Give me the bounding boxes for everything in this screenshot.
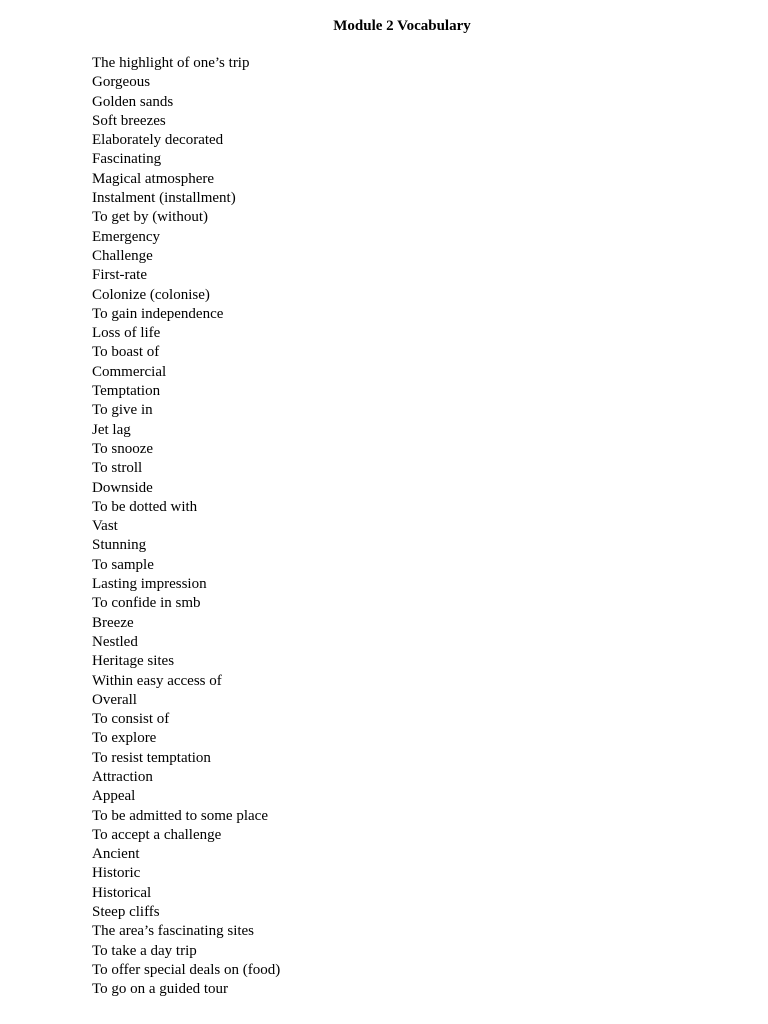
vocabulary-item: Vast	[92, 518, 118, 535]
vocabulary-item: Gorgeous	[92, 74, 151, 91]
vocabulary-item: To stroll	[92, 460, 143, 477]
vocabulary-item: Overall	[92, 691, 137, 708]
vocabulary-item: Emergency	[92, 228, 161, 245]
vocabulary-item: Commercial	[92, 363, 167, 380]
vocabulary-item: Lasting impression	[92, 576, 207, 593]
vocabulary-item: Heritage sites	[92, 653, 175, 670]
vocabulary-item: First-rate	[92, 267, 147, 284]
vocabulary-item: Fascinating	[92, 151, 162, 168]
vocabulary-item: To accept a challenge	[92, 826, 222, 843]
vocabulary-item: To gain independence	[92, 305, 224, 322]
vocabulary-item: Challenge	[92, 247, 153, 264]
vocabulary-item: Jet lag	[92, 421, 131, 438]
vocabulary-item: To confide in smb	[92, 595, 201, 612]
vocabulary-item: To be admitted to some place	[92, 807, 268, 824]
vocabulary-item: Instalment (installment)	[92, 190, 236, 207]
vocabulary-item: To snooze	[92, 440, 154, 457]
vocabulary-item: Colonize (colonise)	[92, 286, 210, 303]
vocabulary-item: To be dotted with	[92, 498, 198, 515]
vocabulary-item: Appeal	[92, 788, 136, 805]
vocabulary-item: Magical atmosphere	[92, 170, 215, 187]
vocabulary-item: Downside	[92, 479, 153, 496]
vocabulary-item: Elaborately decorated	[92, 132, 224, 149]
vocabulary-item: The highlight of one’s trip	[92, 55, 250, 71]
page-title: Module 2 Vocabulary	[333, 18, 471, 34]
vocabulary-item: Golden sands	[92, 93, 174, 110]
vocabulary-item: To resist temptation	[92, 749, 211, 766]
vocabulary-item: Stunning	[92, 537, 147, 554]
vocabulary-item: Loss of life	[92, 325, 161, 342]
vocabulary-list	[92, 54, 280, 1000]
vocabulary-item: Historical	[92, 884, 152, 901]
vocabulary-item: Breeze	[92, 614, 134, 631]
vocabulary-item: To go on a guided tour	[92, 981, 229, 998]
vocabulary-item: Attraction	[92, 768, 153, 785]
vocabulary-item: To offer special deals on (food)	[92, 961, 281, 978]
vocabulary-item: To take a day trip	[92, 942, 197, 959]
vocabulary-item: Steep cliffs	[92, 904, 160, 921]
vocabulary-item: To consist of	[92, 711, 170, 728]
vocabulary-item: Soft breezes	[92, 112, 166, 129]
vocabulary-item: Temptation	[92, 383, 161, 400]
vocabulary-item: Ancient	[92, 846, 140, 863]
vocabulary-item: The area’s fascinating sites	[92, 923, 255, 940]
vocabulary-item: Within easy access of	[92, 672, 222, 689]
vocabulary-item: To explore	[92, 730, 157, 747]
vocabulary-item: To boast of	[92, 344, 160, 361]
vocabulary-item: To get by (without)	[92, 209, 209, 226]
vocabulary-item: Historic	[92, 865, 141, 882]
vocabulary-item: To give in	[92, 402, 153, 419]
vocabulary-item: Nestled	[92, 633, 138, 650]
vocabulary-item: To sample	[92, 556, 154, 573]
